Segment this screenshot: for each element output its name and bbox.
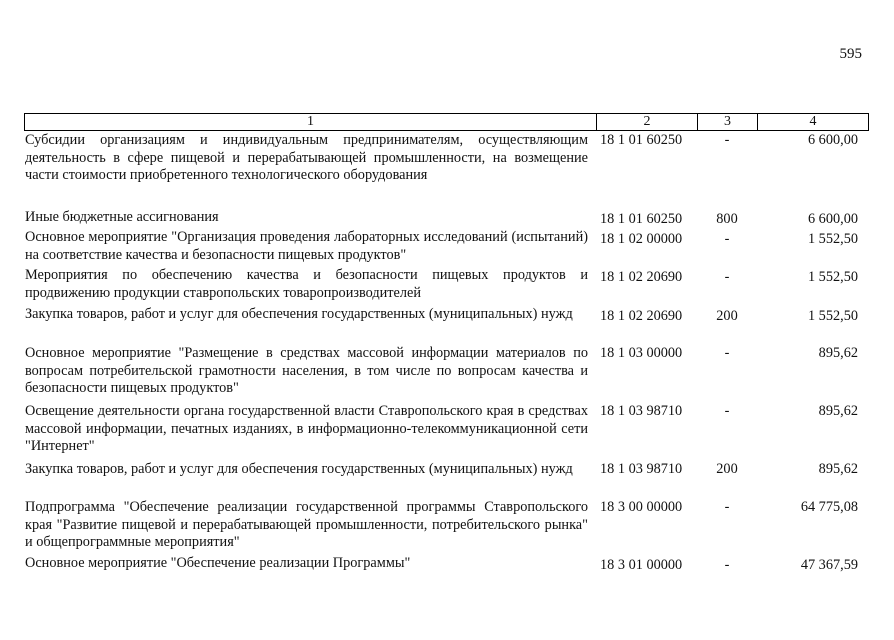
table-header [24,113,869,131]
row-code: 18 1 03 98710 [600,461,683,477]
row-code: 18 1 01 60250 [600,132,683,148]
row-amount: 6 600,00 [807,132,858,148]
page-number: 595 [839,46,862,62]
row-expense-type: 800 [716,211,738,227]
row-code: 18 3 01 00000 [600,557,683,573]
row-description: Основное мероприятие "Размещение в средствах массовой информации материалов по вопросам потребительской грамотности населения, в том числе по вопросам качества и безопасности пищевых продуктов" [25,345,588,396]
row-code: 18 1 01 60250 [600,211,683,227]
row-amount: 64 775,08 [800,499,858,515]
row-code: 18 1 03 00000 [600,345,683,361]
row-description: Основное мероприятие "Организация проведения лабораторных исследований (испытаний) на соответствие качества и безопасности пищевых продуктов" [25,229,588,263]
row-code: 18 1 02 00000 [600,231,683,247]
row-description: Субсидии организациям и индивидуальным предпринимателям, осуществляющим деятельность в сфере пищевой и перерабатывающей промышленности, на возмещение части стоимости приобретенного технологического оборудования [25,132,588,183]
row-amount: 895,62 [818,461,858,477]
row-code: 18 1 02 20690 [600,269,683,285]
header-col-4: 4 [757,114,868,130]
row-description: Подпрограмма "Обеспечение реализации государственной программы Ставропольского края "Развитие пищевой и перерабатывающей промышленности, потребительского рынка" и общепрограммные мероприятия" [25,499,588,550]
row-expense-type: - [724,132,730,148]
row-code: 18 1 02 20690 [600,308,683,324]
row-expense-type: - [724,345,730,361]
row-amount: 1 552,50 [807,231,858,247]
row-code: 18 3 00 00000 [600,499,683,515]
row-description: Мероприятия по обеспечению качества и безопасности пищевых продуктов и продвижению продукции ставропольских товаропроизводителей [25,267,588,301]
row-expense-type: - [724,557,730,573]
row-amount: 6 600,00 [807,211,858,227]
row-description: Основное мероприятие "Обеспечение реализации Программы" [25,555,411,571]
row-expense-type: 200 [716,308,738,324]
row-description: Иные бюджетные ассигнования [25,209,219,225]
row-amount: 895,62 [818,403,858,419]
row-amount: 47 367,59 [800,557,858,573]
row-code: 18 1 03 98710 [600,403,683,419]
header-col-1: 1 [307,114,314,129]
header-col-2: 2 [596,114,697,130]
row-description: Закупка товаров, работ и услуг для обеспечения государственных (муниципальных) нужд [25,461,573,477]
row-expense-type: - [724,231,730,247]
row-expense-type: - [724,499,730,515]
row-expense-type: - [724,269,730,285]
row-amount: 1 552,50 [807,269,858,285]
row-amount: 895,62 [818,345,858,361]
row-description: Закупка товаров, работ и услуг для обеспечения государственных (муниципальных) нужд [25,306,573,322]
row-description: Освещение деятельности органа государственной власти Ставропольского края в средствах массовой информации, печатных изданиях, в информационно-телекоммуникационной сети "Интернет" [25,403,588,454]
row-expense-type: - [724,403,730,419]
row-expense-type: 200 [716,461,738,477]
header-col-3: 3 [697,114,757,130]
row-amount: 1 552,50 [807,308,858,324]
